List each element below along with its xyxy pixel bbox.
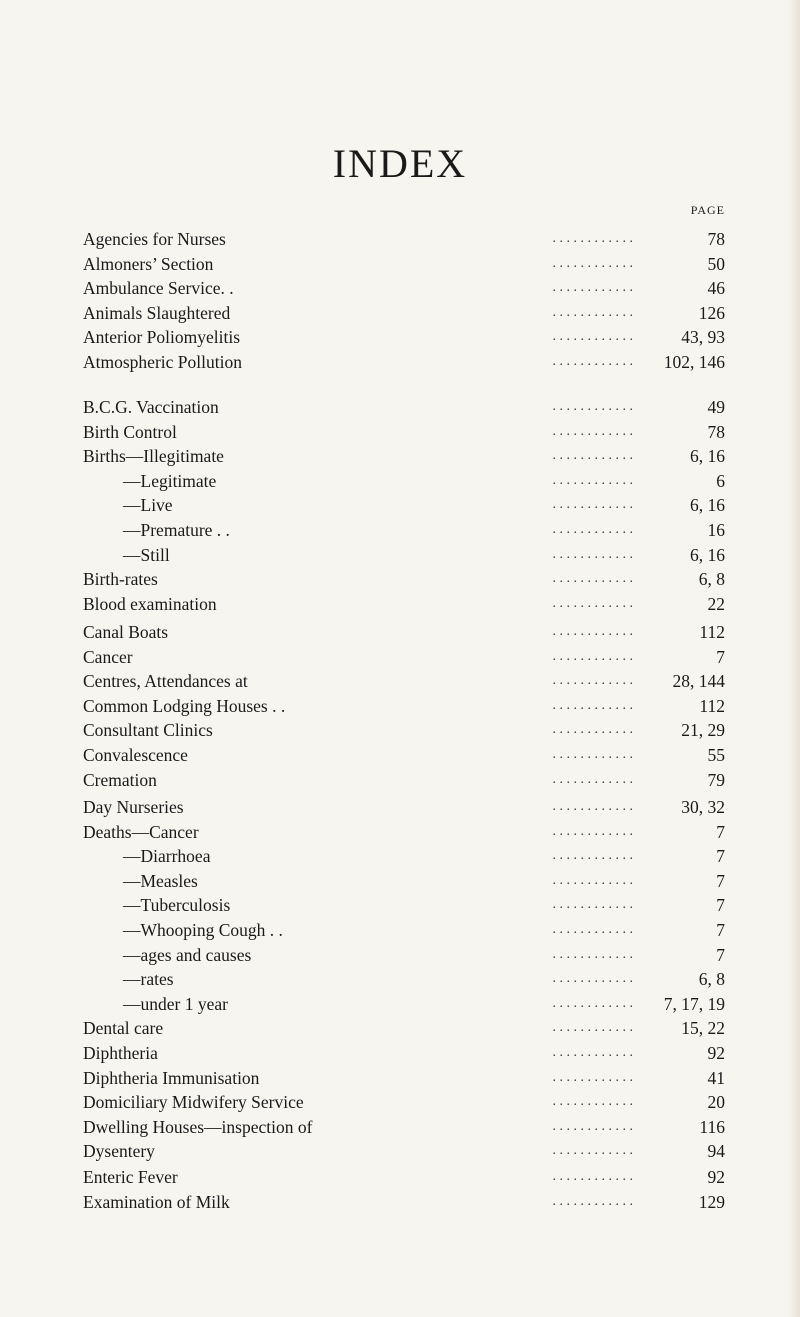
dot-leader: . . . . . . . . . . . . <box>552 1094 633 1110</box>
dot-leader: . . . . . . . . . . . . <box>552 423 633 439</box>
page-title: INDEX <box>332 141 468 186</box>
dot-leader: . . . . . . . . . . . . <box>552 399 633 414</box>
dot-leader: . . . . . . . . . . . . <box>552 872 633 888</box>
dot-leader: . . . . . . . . . . . . <box>552 353 633 369</box>
entry-label: Birth Control <box>83 420 185 445</box>
entry-label: —rates <box>123 967 182 992</box>
entry-label: B.C.G. Vaccination <box>83 395 227 420</box>
index-entry <box>83 276 725 301</box>
entry-page-number: 78 <box>707 229 725 249</box>
entry-label: —Premature . . <box>123 518 238 543</box>
entry-page-number: 126 <box>698 302 725 323</box>
entry-page-number: 30, 32 <box>681 797 725 817</box>
entry-label: Atmospheric Pollution <box>83 350 250 375</box>
dot-leader: . . . . . . . . . . . . <box>552 521 633 537</box>
page-column-header: PAGE <box>690 203 725 217</box>
entry-page-number: 92 <box>707 1167 725 1187</box>
entry-page-number: 92 <box>707 1042 725 1063</box>
dot-leader: . . . . . . . . . . . . <box>552 1193 633 1209</box>
entry-page-number: 50 <box>707 253 725 274</box>
index-entry <box>83 768 725 793</box>
dot-leader: . . . . . . . . . . . . <box>552 848 633 864</box>
index-section <box>83 620 725 792</box>
entry-page-number: 6 <box>716 470 725 491</box>
entry-page-number: 7 <box>716 846 725 867</box>
entry-label: —under 1 year <box>123 992 236 1017</box>
entry-label: Convalescence <box>83 743 196 768</box>
entry-label: —Whooping Cough . . <box>123 918 291 943</box>
entry-label: Dwelling Houses—inspection of <box>83 1115 320 1140</box>
dot-leader: . . . . . . . . . . . . <box>552 971 633 987</box>
entry-page-number: 21, 29 <box>681 720 725 741</box>
entry-label: Enteric Fever <box>83 1165 186 1190</box>
dot-leader: . . . . . . . . . . . . <box>552 1143 633 1159</box>
entry-label: Cancer <box>83 645 141 670</box>
index-entry <box>83 1066 725 1091</box>
entry-page-number: 15, 22 <box>681 1018 725 1039</box>
entry-page-number: 7 <box>716 870 725 891</box>
dot-leader: . . . . . . . . . . . . <box>552 497 633 513</box>
dot-leader: . . . . . . . . . . . . <box>552 673 633 689</box>
entry-page-number: 20 <box>707 1092 725 1113</box>
index-entry <box>83 820 725 845</box>
entry-label: Dysentery <box>83 1139 163 1164</box>
index-entry <box>83 918 725 943</box>
index-entry <box>83 795 725 820</box>
index-section <box>83 395 725 616</box>
entry-page-number: 49 <box>707 397 725 417</box>
index-entry <box>83 420 725 445</box>
index-entry <box>83 992 725 1017</box>
entry-label: Birth-rates <box>83 567 166 592</box>
entry-label: Common Lodging Houses . . <box>83 694 293 719</box>
index-entry <box>83 1139 725 1164</box>
entry-label: Day Nurseries <box>83 795 192 820</box>
entry-label: Deaths—Cancer <box>83 820 207 845</box>
index-section <box>83 1165 725 1214</box>
index-entry <box>83 444 725 469</box>
entry-page-number: 78 <box>707 421 725 442</box>
entry-label: —Measles <box>123 869 206 894</box>
entry-label: Diphtheria Immunisation <box>83 1066 267 1091</box>
entry-page-number: 41 <box>707 1067 725 1088</box>
dot-leader: . . . . . . . . . . . . <box>552 995 633 1011</box>
dot-leader: . . . . . . . . . . . . <box>552 1069 633 1085</box>
entry-label: Canal Boats <box>83 620 176 645</box>
entry-page-number: 46 <box>707 278 725 299</box>
entry-page-number: 28, 144 <box>672 671 725 692</box>
dot-leader: . . . . . . . . . . . . <box>552 624 633 639</box>
index-entry <box>83 227 725 252</box>
dot-leader: . . . . . . . . . . . . <box>552 304 633 320</box>
index-entry <box>83 943 725 968</box>
entry-page-number: 112 <box>699 695 725 716</box>
page-edge <box>788 0 800 1317</box>
dot-leader: . . . . . . . . . . . . <box>552 255 633 271</box>
dot-leader: . . . . . . . . . . . . <box>552 231 633 246</box>
index-entry <box>83 1016 725 1041</box>
entry-page-number: 79 <box>707 769 725 790</box>
dot-leader: . . . . . . . . . . . . <box>552 1118 633 1134</box>
entry-page-number: 94 <box>707 1141 725 1162</box>
index-entry <box>83 395 725 420</box>
entry-page-number: 116 <box>699 1116 725 1137</box>
entry-page-number: 7 <box>716 821 725 842</box>
index-entry <box>83 1041 725 1066</box>
entry-label: Centres, Attendances at <box>83 669 256 694</box>
index-entry <box>83 469 725 494</box>
entry-page-number: 112 <box>699 622 725 642</box>
index-entry <box>83 669 725 694</box>
entry-page-number: 22 <box>707 593 725 614</box>
dot-leader: . . . . . . . . . . . . <box>552 329 633 345</box>
index-entry <box>83 1165 725 1190</box>
entry-page-number: 7 <box>716 919 725 940</box>
entry-page-number: 43, 93 <box>681 327 725 348</box>
index-entry <box>83 645 725 670</box>
dot-leader: . . . . . . . . . . . . <box>552 648 633 664</box>
index-entry <box>83 967 725 992</box>
index-entry <box>83 350 725 375</box>
dot-leader: . . . . . . . . . . . . <box>552 897 633 913</box>
dot-leader: . . . . . . . . . . . . <box>552 946 633 962</box>
entry-page-number: 55 <box>707 744 725 765</box>
dot-leader: . . . . . . . . . . . . <box>552 1020 633 1036</box>
entry-label: Almoners’ Section <box>83 252 221 277</box>
dot-leader: . . . . . . . . . . . . <box>552 722 633 738</box>
entry-page-number: 7 <box>716 944 725 965</box>
dot-leader: . . . . . . . . . . . . <box>552 472 633 488</box>
index-entry <box>83 893 725 918</box>
dot-leader: . . . . . . . . . . . . <box>552 595 633 611</box>
index-entry <box>83 592 725 617</box>
index-entry <box>83 743 725 768</box>
entry-page-number: 6, 16 <box>690 544 725 565</box>
dot-leader: . . . . . . . . . . . . <box>552 746 633 762</box>
dot-leader: . . . . . . . . . . . . <box>552 1169 633 1184</box>
entry-label: Cremation <box>83 768 165 793</box>
index-entry <box>83 844 725 869</box>
index-entry <box>83 694 725 719</box>
entry-page-number: 6, 16 <box>690 495 725 516</box>
dot-leader: . . . . . . . . . . . . <box>552 771 633 787</box>
index-entry <box>83 252 725 277</box>
entry-page-number: 102, 146 <box>663 351 725 372</box>
index-entry <box>83 1090 725 1115</box>
dot-leader: . . . . . . . . . . . . <box>552 799 633 814</box>
entry-page-number: 7, 17, 19 <box>663 993 725 1014</box>
entry-label: —Live <box>123 493 181 518</box>
entry-page-number: 6, 8 <box>698 969 725 990</box>
entry-page-number: 6, 8 <box>698 569 725 590</box>
dot-leader: . . . . . . . . . . . . <box>552 280 633 296</box>
index-section <box>83 795 725 1164</box>
index-entry <box>83 718 725 743</box>
entry-label: —Still <box>123 543 178 568</box>
dot-leader: . . . . . . . . . . . . <box>552 1044 633 1060</box>
entry-label: —Legitimate <box>123 469 224 494</box>
entry-label: Ambulance Service. . <box>83 276 242 301</box>
entry-page-number: 6, 16 <box>690 446 725 467</box>
dot-leader: . . . . . . . . . . . . <box>552 823 633 839</box>
entry-label: Agencies for Nurses <box>83 227 234 252</box>
entry-page-number: 129 <box>698 1191 725 1212</box>
index-entry <box>83 543 725 568</box>
entry-label: —Diarrhoea <box>123 844 218 869</box>
entry-label: Consultant Clinics <box>83 718 221 743</box>
index-section <box>83 227 725 375</box>
entry-label: Births—Illegitimate <box>83 444 232 469</box>
entry-page-number: 7 <box>716 646 725 667</box>
entry-label: Dental care <box>83 1016 171 1041</box>
dot-leader: . . . . . . . . . . . . <box>552 546 633 562</box>
index-entry <box>83 493 725 518</box>
index-entry <box>83 1115 725 1140</box>
entry-label: —Tuberculosis <box>123 893 238 918</box>
entry-label: Blood examination <box>83 592 225 617</box>
dot-leader: . . . . . . . . . . . . <box>552 697 633 713</box>
index-entry <box>83 325 725 350</box>
dot-leader: . . . . . . . . . . . . <box>552 571 633 587</box>
entry-label: Examination of Milk <box>83 1190 238 1215</box>
dot-leader: . . . . . . . . . . . . <box>552 448 633 464</box>
entry-label: Domiciliary Midwifery Service <box>83 1090 312 1115</box>
index-entry <box>83 301 725 326</box>
entry-label: Animals Slaughtered <box>83 301 238 326</box>
index-entry <box>83 869 725 894</box>
entry-page-number: 7 <box>716 895 725 916</box>
index-entry <box>83 1190 725 1215</box>
entry-label: Anterior Poliomyelitis <box>83 325 248 350</box>
index-entry <box>83 620 725 645</box>
entry-label: —ages and causes <box>123 943 259 968</box>
dot-leader: . . . . . . . . . . . . <box>552 921 633 937</box>
entry-page-number: 16 <box>707 519 725 540</box>
index-entry <box>83 518 725 543</box>
entry-label: Diphtheria <box>83 1041 166 1066</box>
index-entry <box>83 567 725 592</box>
